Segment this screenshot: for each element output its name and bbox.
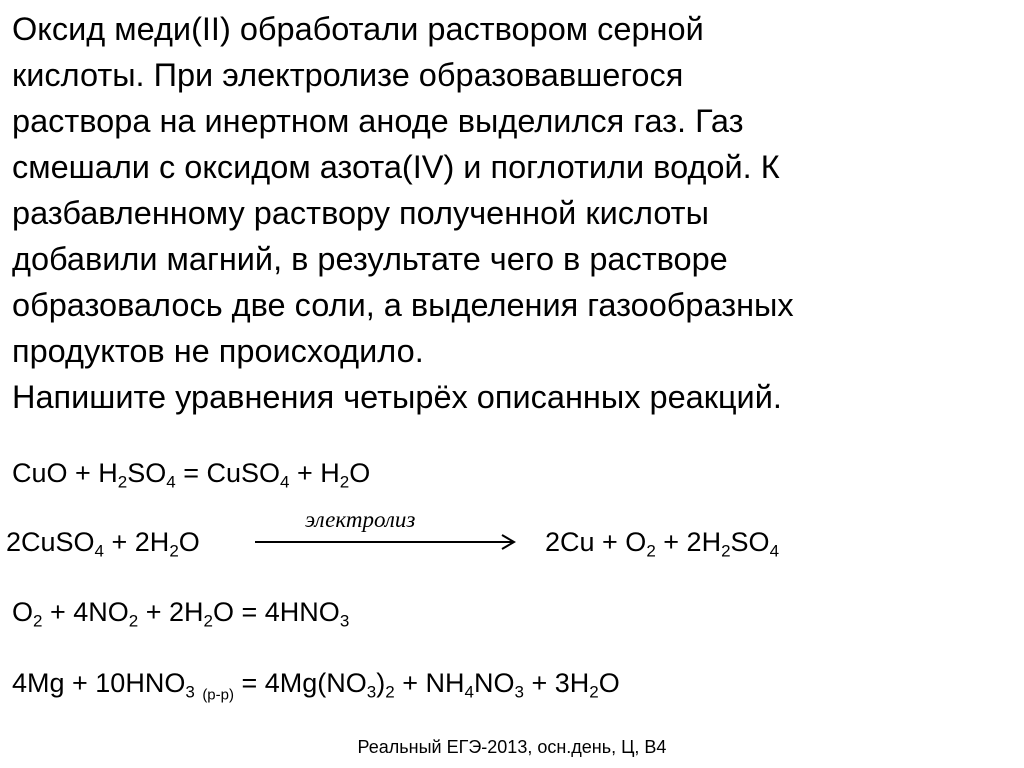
problem-line: продуктов не происходило. (12, 333, 424, 369)
problem-line: разбавленному раствору полученной кислоты (12, 195, 709, 231)
equation-3: $O_2 + 4NO_2 + 2H_2O = 4HNO_3$ (12, 597, 350, 631)
equation-2-left: 2CuSO$_4$ + $2H_2O$ (6, 527, 200, 561)
equation-4: $4Mg + 10HNO_3$ $_{(р-р)} = 4Mg(NO_3)_2 + NH_4NO_3 + 3H_2O$ (12, 668, 620, 704)
problem-line: раствора на инертном аноде выделился газ. Газ (12, 103, 744, 139)
problem-line: образовалось две соли, а выделения газообразных (12, 287, 794, 323)
problem-line: добавили магний, в результате чего в растворе (12, 241, 728, 277)
source-caption: Реальный ЕГЭ-2013, осн.день, Ц, В4 (357, 737, 667, 757)
equation-1: CuO + $H_2SO_4$ = CuSO$_4$ + $H_2O$ (12, 458, 371, 492)
problem-line: Оксид меди(II) обработали раствором серной (12, 11, 704, 47)
equation-2-right: $2Cu + O_2 + 2H_2SO_4$ (545, 527, 780, 561)
arrow-right-icon (500, 534, 516, 550)
solution-note: (р-р) (202, 686, 234, 704)
problem-line: кислоты. При электролизе образовавшегося (12, 57, 684, 93)
task-statement: Напишите уравнения четырёх описанных реакций. (12, 379, 782, 415)
problem-line: смешали с оксидом азота(IV) и поглотили водой. К (12, 149, 780, 185)
electrolysis-label: электролиз (305, 507, 416, 532)
reaction-arrow-shaft (255, 541, 513, 543)
problem-text (12, 6, 1012, 420)
